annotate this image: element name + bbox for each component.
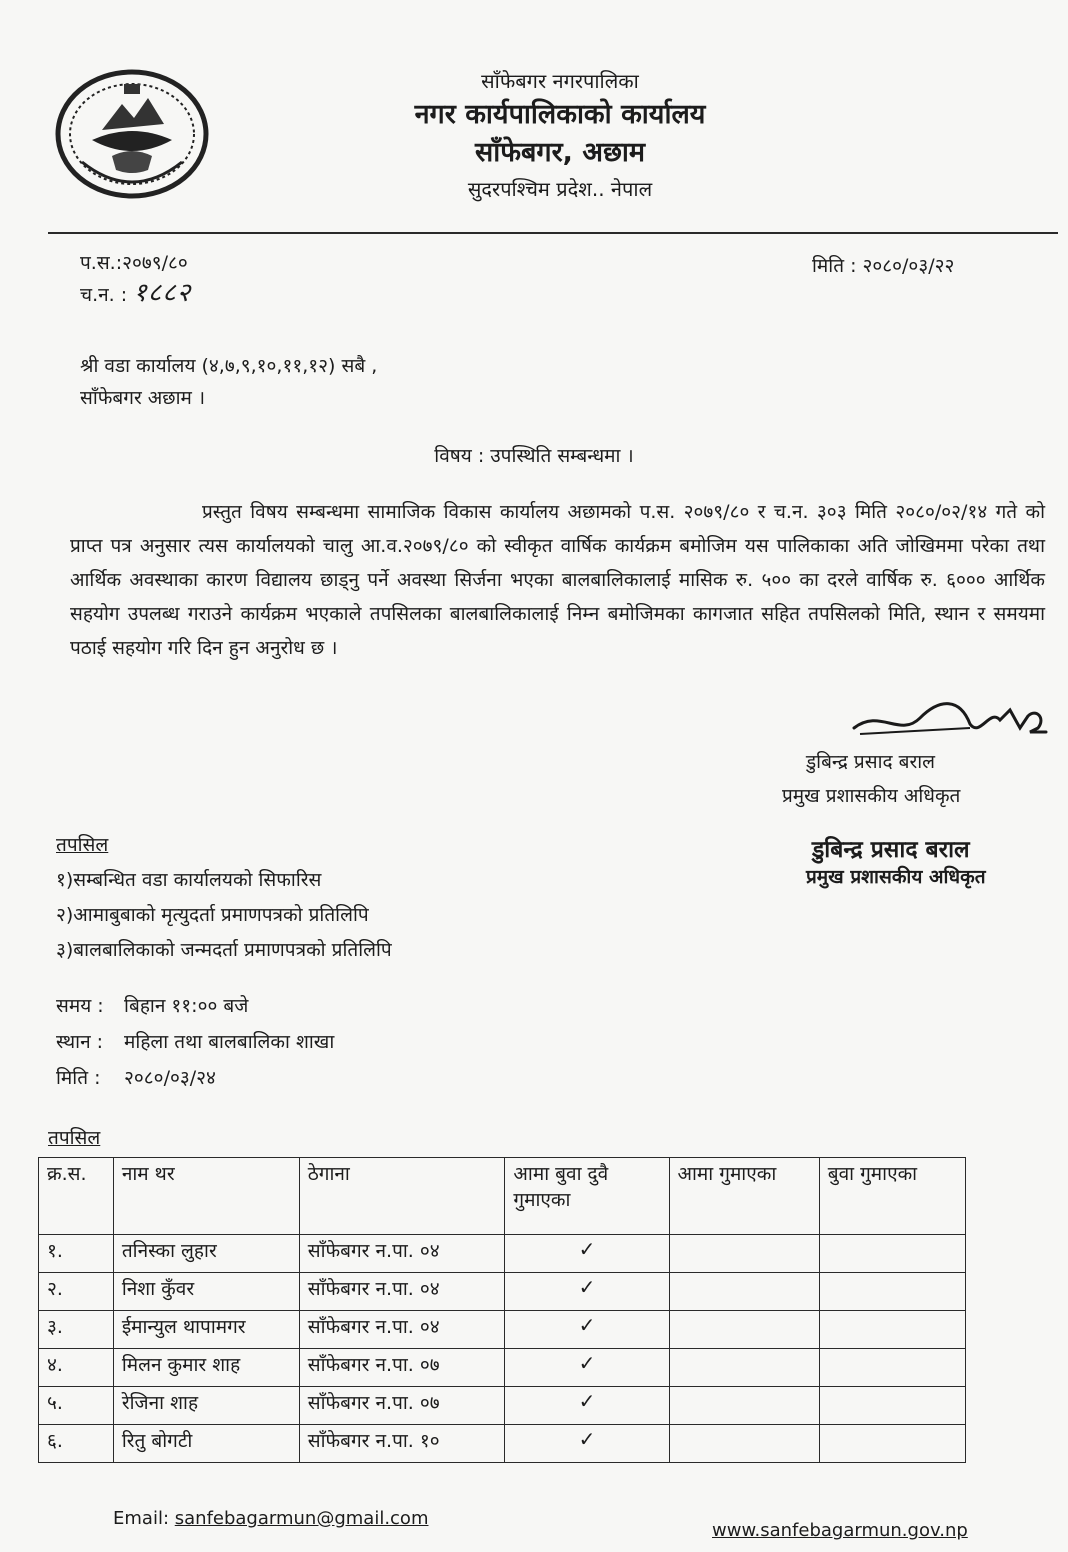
letterhead [300,66,820,206]
enclosure-heading: तपसिल [56,834,109,856]
cell-address: साँफेबगर न.पा. ०७ [299,1387,505,1425]
cell-sn: २. [39,1273,114,1311]
cell-address: साँफेबगर न.पा. ०७ [299,1349,505,1387]
time-label: समय : [56,995,104,1017]
cell-mother [669,1349,819,1387]
time-value: बिहान ११:०० बजे [124,995,249,1017]
dispatch-number-row [80,278,191,310]
cell-both-check: ✓ [505,1311,669,1349]
cell-both-check: ✓ [505,1235,669,1273]
addressee-line-1: श्री वडा कार्यालय (४,७,९,१०,११,१२) सबै , [80,355,378,377]
cell-both-check: ✓ [505,1425,669,1463]
time-row [56,988,334,1024]
cell-sn: ५. [39,1387,114,1425]
dispatch-number-label: च.न. : [80,284,128,306]
email-link[interactable]: sanfebagarmun@gmail.com [174,1508,429,1529]
addressee-line-2: साँफेबगर अछाम । [80,387,206,409]
letter-date: मिति : २०८०/०३/२२ [812,255,955,277]
office-name: नगर कार्यपालिकाको कार्यालय [414,99,706,130]
col-header-sn: क्र.स. [39,1158,114,1235]
cell-sn: ४. [39,1349,114,1387]
cell-both-check: ✓ [505,1273,669,1311]
enclosure-list [56,828,392,968]
cell-address: साँफेबगर न.पा. ०४ [299,1273,505,1311]
cell-name: निशा कुँवर [113,1273,299,1311]
cell-address: साँफेबगर न.पा. ०४ [299,1235,505,1273]
cell-sn: ३. [39,1311,114,1349]
beneficiary-table [38,1157,966,1463]
table-row [39,1387,966,1425]
place-row [56,1024,334,1060]
stamp-signatory-name: डुबिन्द्र प्रसाद बराल [812,837,970,863]
date-row [56,1060,334,1096]
cell-mother [669,1311,819,1349]
cell-mother [669,1387,819,1425]
subject-line: विषय : उपस्थिति सम्बन्धमा । [434,445,634,467]
reference-block [80,248,191,310]
cell-mother [669,1235,819,1273]
signatory-title: प्रमुख प्रशासकीय अधिकृत [782,785,961,807]
cell-father [819,1235,965,1273]
col-header-father-lost: बुवा गुमाएका [819,1158,965,1235]
footer-email [113,1508,428,1529]
letter-body [70,495,1045,665]
cell-name: मिलन कुमार शाह [113,1349,299,1387]
enclosure-item: २)आमाबुबाको मृत्युदर्ता प्रमाणपत्रको प्रतिलिपि [56,904,369,926]
col-header-both-parents-lost: आमा बुवा दुवै गुमाएका [505,1158,669,1235]
table-row [39,1425,966,1463]
header-divider [48,232,1058,234]
col-header-name: नाम थर [113,1158,299,1235]
event-details [56,988,334,1096]
cell-father [819,1273,965,1311]
municipality-name: साँफेबगर नगरपालिका [481,69,639,93]
cell-mother [669,1425,819,1463]
cell-both-check: ✓ [505,1387,669,1425]
cell-sn: १. [39,1235,114,1273]
col-header-mother-lost: आमा गुमाएका [669,1158,819,1235]
table-header-row [39,1158,966,1235]
cell-father [819,1387,965,1425]
cell-father [819,1425,965,1463]
cell-father [819,1311,965,1349]
enclosure-item: ३)बालबालिकाको जन्मदर्ता प्रमाणपत्रको प्रतिलिपि [56,939,392,961]
table-row [39,1235,966,1273]
cell-both-check: ✓ [505,1349,669,1387]
table-row [39,1311,966,1349]
website-link[interactable]: www.sanfebagarmun.gov.np [712,1520,968,1541]
office-location: साँफेबगर, अछाम [474,137,646,168]
province-country: सुदरपश्चिम प्रदेश.. नेपाल [467,177,653,201]
place-value: महिला तथा बालबालिका शाखा [124,1031,335,1053]
col-header-address: ठेगाना [299,1158,505,1235]
stamp-signatory-title: प्रमुख प्रशासकीय अधिकृत [806,866,986,888]
letter-reference-number: प.स.:२०७९/८० [80,252,188,274]
enclosure-item: १)सम्बन्धित वडा कार्यालयको सिफारिस [56,869,322,891]
body-paragraph: प्रस्तुत विषय सम्बन्धमा सामाजिक विकास कार्यालय अछामको प.स. २०७९/८० र च.न. ३०३ मिति २०८०/०२/१४ गते को प्राप्त पत्र अनुसार त्यस कार्यालयको चालु आ.व.२०७९/८० को स्वीकृत वार्षिक कार्यक्रम बमोजिम यस पालिकाका अति जोखिममा परेका तथा आर्थिक अवस्थाका कारण विद्यालय छाड्नु पर्ने अवस्था सिर्जना भएका बालबालिकालाई मासिक रु. ५०० का दरले वार्षिक रु. ६००० आर्थिक सहयोग उपलब्ध गराउने कार्यक्रम भएकाले तपसिलका बालबालिकालाई निम्न बमोजिमका कागजात सहित तपसिलको मिति, स्थान र समयमा पठाई सहयोग गरि दिन हुन अनुरोध छ । [70,501,1045,659]
cell-sn: ६. [39,1425,114,1463]
place-label: स्थान : [56,1031,104,1053]
cell-mother [669,1273,819,1311]
cell-name: तनिस्का लुहार [113,1235,299,1273]
date-label: मिति : [56,1067,101,1089]
footer-website [712,1520,968,1541]
signatory-name: डुबिन्द्र प्रसाद बराल [806,751,936,773]
email-label: Email: [113,1508,170,1529]
addressee-block [80,350,377,414]
cell-father [819,1349,965,1387]
cell-address: साँफेबगर न.पा. ०४ [299,1311,505,1349]
table-caption: तपसिल [48,1127,101,1149]
cell-name: रितु बोगटी [113,1425,299,1463]
handwritten-signature [850,688,1050,748]
dispatch-number-handwritten: १८८२ [133,278,192,308]
nepal-emblem-icon [52,62,212,202]
cell-name: ईमान्युल थापामगर [113,1311,299,1349]
cell-name: रेजिना शाह [113,1387,299,1425]
cell-address: साँफेबगर न.पा. १० [299,1425,505,1463]
table-row [39,1273,966,1311]
table-row [39,1349,966,1387]
date-value: २०८०/०३/२४ [124,1067,216,1089]
